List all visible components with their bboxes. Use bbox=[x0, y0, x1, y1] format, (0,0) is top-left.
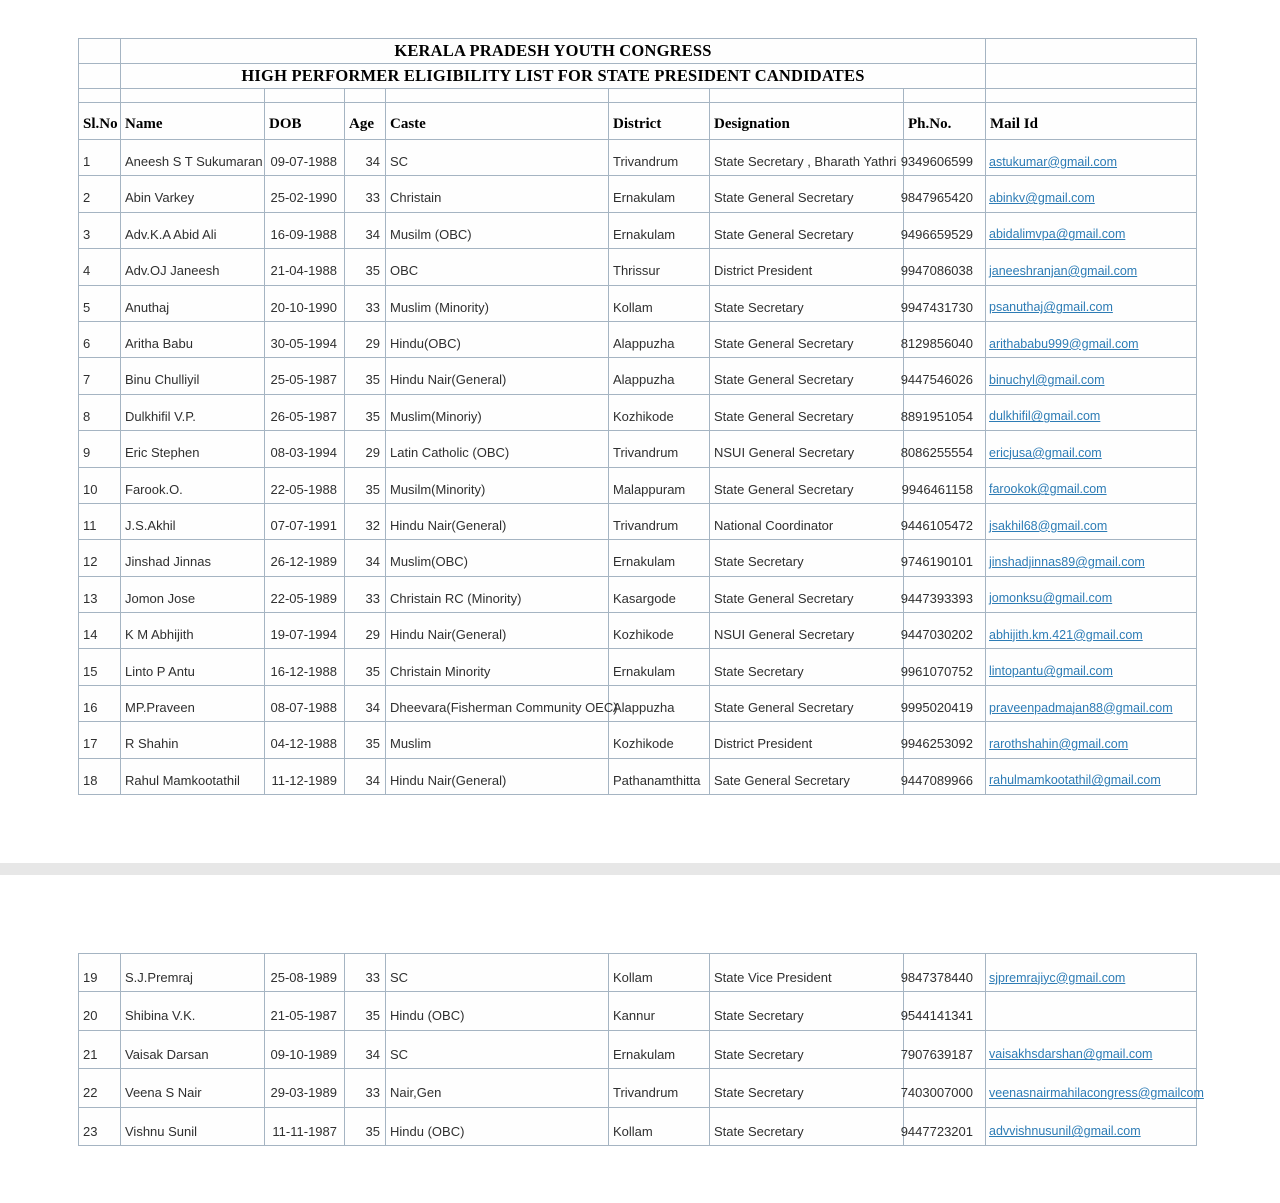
cell-phone: 8129856040 bbox=[904, 322, 986, 357]
cell-name: Adv.K.A Abid Ali bbox=[121, 213, 265, 248]
cell-slno: 8 bbox=[79, 395, 121, 430]
cell-designation: State General Secretary bbox=[710, 395, 904, 430]
cell-slno: 10 bbox=[79, 468, 121, 503]
cell-name: Vishnu Sunil bbox=[121, 1108, 265, 1145]
cell-designation: State General Secretary bbox=[710, 213, 904, 248]
cell-district: Ernakulam bbox=[609, 540, 710, 575]
table-row bbox=[79, 1108, 1197, 1146]
cell-designation: State Secretary bbox=[710, 1069, 904, 1106]
cell-slno: 22 bbox=[79, 1069, 121, 1106]
cell-age: 34 bbox=[345, 686, 386, 721]
cell-caste: Nair,Gen bbox=[386, 1069, 609, 1106]
cell-caste: Muslim bbox=[386, 722, 609, 757]
email-link[interactable]: vaisakhsdarshan@gmail.com bbox=[989, 1047, 1153, 1062]
cell-name: K M Abhijith bbox=[121, 613, 265, 648]
table-body-top bbox=[79, 140, 1197, 795]
cell-designation: District President bbox=[710, 249, 904, 284]
cell-dob: 16-09-1988 bbox=[265, 213, 345, 248]
cell-dob: 30-05-1994 bbox=[265, 322, 345, 357]
cell-name: Anuthaj bbox=[121, 286, 265, 321]
cell-district: Trivandrum bbox=[609, 140, 710, 175]
cell-age: 35 bbox=[345, 358, 386, 393]
column-header-age: Age bbox=[345, 103, 386, 139]
table-row bbox=[79, 686, 1197, 722]
cell-email bbox=[986, 577, 1197, 612]
cell-dob: 26-12-1989 bbox=[265, 540, 345, 575]
spacer-cell bbox=[710, 89, 904, 102]
cell-email bbox=[986, 431, 1197, 466]
cell-district: Trivandrum bbox=[609, 1069, 710, 1106]
cell-name: Rahul Mamkootathil bbox=[121, 759, 265, 794]
cell-district: Trivandrum bbox=[609, 504, 710, 539]
cell-email bbox=[986, 992, 1197, 1029]
cell-name: R Shahin bbox=[121, 722, 265, 757]
cell-designation: State Secretary bbox=[710, 1031, 904, 1068]
email-link[interactable]: jinshadjinnas89@gmail.com bbox=[989, 554, 1145, 569]
email-link[interactable]: jsakhil68@gmail.com bbox=[989, 518, 1108, 533]
cell-slno: 1 bbox=[79, 140, 121, 175]
spacer-cell bbox=[121, 89, 265, 102]
cell-name: Shibina V.K. bbox=[121, 992, 265, 1029]
cell-email bbox=[986, 1069, 1204, 1106]
cell-district: Kannur bbox=[609, 992, 710, 1029]
cell-email bbox=[986, 176, 1197, 211]
cell-slno: 15 bbox=[79, 649, 121, 684]
cell-name: Jinshad Jinnas bbox=[121, 540, 265, 575]
cell-age: 35 bbox=[345, 1108, 386, 1145]
cell-name: Aritha Babu bbox=[121, 322, 265, 357]
cell-slno: 11 bbox=[79, 504, 121, 539]
empty-corner-cell bbox=[79, 39, 121, 63]
cell-age: 34 bbox=[345, 213, 386, 248]
cell-age: 33 bbox=[345, 176, 386, 211]
cell-caste: Muslim (Minority) bbox=[386, 286, 609, 321]
cell-phone: 9746190101 bbox=[904, 540, 986, 575]
cell-slno: 12 bbox=[79, 540, 121, 575]
cell-designation: State Secretary bbox=[710, 540, 904, 575]
table-row bbox=[79, 468, 1197, 504]
cell-age: 29 bbox=[345, 613, 386, 648]
email-link[interactable]: abhijith.km.421@gmail.com bbox=[989, 627, 1143, 642]
column-header-name: Name bbox=[121, 103, 265, 139]
cell-dob: 26-05-1987 bbox=[265, 395, 345, 430]
email-link[interactable]: janeeshranjan@gmail.com bbox=[989, 263, 1138, 278]
cell-designation: State Secretary , Bharath Yathri bbox=[710, 140, 904, 175]
spacer-cell bbox=[345, 89, 386, 102]
column-header-row bbox=[79, 103, 1197, 140]
cell-designation: State General Secretary bbox=[710, 686, 904, 721]
cell-designation: State Secretary bbox=[710, 1108, 904, 1145]
cell-slno: 3 bbox=[79, 213, 121, 248]
cell-dob: 21-05-1987 bbox=[265, 992, 345, 1029]
cell-caste: Latin Catholic (OBC) bbox=[386, 431, 609, 466]
cell-email bbox=[986, 1108, 1197, 1145]
cell-caste: Hindu Nair(General) bbox=[386, 759, 609, 794]
eligibility-table-top bbox=[78, 38, 1197, 795]
cell-caste: Dheevara(Fisherman Community OEC) bbox=[386, 686, 609, 721]
cell-slno: 7 bbox=[79, 358, 121, 393]
cell-slno: 2 bbox=[79, 176, 121, 211]
cell-email bbox=[986, 504, 1197, 539]
cell-age: 35 bbox=[345, 992, 386, 1029]
cell-name: S.J.Premraj bbox=[121, 954, 265, 991]
cell-designation: NSUI General Secretary bbox=[710, 431, 904, 466]
cell-caste: Musilm(Minority) bbox=[386, 468, 609, 503]
empty-cell bbox=[986, 39, 1197, 63]
column-header-email: Mail Id bbox=[986, 103, 1197, 139]
cell-phone: 9946253092 bbox=[904, 722, 986, 757]
cell-phone: 9447546026 bbox=[904, 358, 986, 393]
cell-dob: 09-10-1989 bbox=[265, 1031, 345, 1068]
table-subtitle: HIGH PERFORMER ELIGIBILITY LIST FOR STATE PRESIDENT CANDIDATES bbox=[121, 64, 986, 88]
cell-name: Dulkhifil V.P. bbox=[121, 395, 265, 430]
cell-phone: 9847378440 bbox=[904, 954, 986, 991]
cell-age: 33 bbox=[345, 286, 386, 321]
cell-name: MP.Praveen bbox=[121, 686, 265, 721]
table-row bbox=[79, 540, 1197, 576]
table-row bbox=[79, 140, 1197, 176]
empty-cell bbox=[986, 64, 1197, 88]
cell-age: 32 bbox=[345, 504, 386, 539]
email-link[interactable]: ericjusa@gmail.com bbox=[989, 445, 1102, 460]
cell-designation: State Secretary bbox=[710, 992, 904, 1029]
cell-slno: 20 bbox=[79, 992, 121, 1029]
table-row bbox=[79, 358, 1197, 394]
cell-phone: 7403007000 bbox=[904, 1069, 986, 1106]
cell-age: 35 bbox=[345, 649, 386, 684]
column-header-designation: Designation bbox=[710, 103, 904, 139]
cell-designation: State Secretary bbox=[710, 286, 904, 321]
cell-phone: 9447723201 bbox=[904, 1108, 986, 1145]
cell-district: Kozhikode bbox=[609, 613, 710, 648]
cell-age: 34 bbox=[345, 140, 386, 175]
cell-email bbox=[986, 686, 1197, 721]
cell-email bbox=[986, 249, 1197, 284]
table-row bbox=[79, 322, 1197, 358]
cell-caste: Muslim(Minoriy) bbox=[386, 395, 609, 430]
cell-phone: 9947431730 bbox=[904, 286, 986, 321]
cell-age: 33 bbox=[345, 577, 386, 612]
cell-phone: 9447089966 bbox=[904, 759, 986, 794]
cell-age: 34 bbox=[345, 759, 386, 794]
table-row bbox=[79, 213, 1197, 249]
table-row bbox=[79, 722, 1197, 758]
cell-email bbox=[986, 322, 1197, 357]
cell-phone: 9947086038 bbox=[904, 249, 986, 284]
empty-corner-cell bbox=[79, 64, 121, 88]
cell-district: Ernakulam bbox=[609, 1031, 710, 1068]
email-link[interactable]: psanuthaj@gmail.com bbox=[989, 300, 1113, 315]
cell-age: 35 bbox=[345, 722, 386, 757]
spacer-cell bbox=[386, 89, 609, 102]
cell-designation: State Vice President bbox=[710, 954, 904, 991]
cell-age: 33 bbox=[345, 1069, 386, 1106]
cell-dob: 09-07-1988 bbox=[265, 140, 345, 175]
email-link[interactable]: farookok@gmail.com bbox=[989, 482, 1107, 497]
cell-caste: Christain Minority bbox=[386, 649, 609, 684]
cell-email bbox=[986, 395, 1197, 430]
cell-district: Pathanamthitta bbox=[609, 759, 710, 794]
cell-slno: 14 bbox=[79, 613, 121, 648]
cell-slno: 17 bbox=[79, 722, 121, 757]
cell-slno: 9 bbox=[79, 431, 121, 466]
cell-district: Alappuzha bbox=[609, 322, 710, 357]
cell-dob: 25-05-1987 bbox=[265, 358, 345, 393]
spacer-cell bbox=[265, 89, 345, 102]
cell-district: Thrissur bbox=[609, 249, 710, 284]
email-link[interactable]: abidalimvpa@gmail.com bbox=[989, 227, 1126, 242]
cell-name: Eric Stephen bbox=[121, 431, 265, 466]
email-link[interactable]: veenasnairmahilacongress@gmailcom bbox=[989, 1085, 1204, 1100]
cell-slno: 18 bbox=[79, 759, 121, 794]
cell-age: 35 bbox=[345, 468, 386, 503]
cell-dob: 22-05-1988 bbox=[265, 468, 345, 503]
cell-name: Binu Chulliyil bbox=[121, 358, 265, 393]
cell-email bbox=[986, 358, 1197, 393]
email-link[interactable]: praveenpadmajan88@gmail.com bbox=[989, 700, 1173, 715]
cell-caste: Hindu(OBC) bbox=[386, 322, 609, 357]
cell-dob: 20-10-1990 bbox=[265, 286, 345, 321]
table-row bbox=[79, 954, 1197, 992]
cell-phone: 9961070752 bbox=[904, 649, 986, 684]
cell-dob: 08-07-1988 bbox=[265, 686, 345, 721]
cell-designation: NSUI General Secretary bbox=[710, 613, 904, 648]
cell-age: 34 bbox=[345, 540, 386, 575]
cell-caste: Hindu Nair(General) bbox=[386, 358, 609, 393]
cell-age: 33 bbox=[345, 954, 386, 991]
cell-designation: State General Secretary bbox=[710, 577, 904, 612]
cell-dob: 11-11-1987 bbox=[265, 1108, 345, 1145]
cell-dob: 11-12-1989 bbox=[265, 759, 345, 794]
column-header-district: District bbox=[609, 103, 710, 139]
table-row bbox=[79, 286, 1197, 322]
cell-designation: District President bbox=[710, 722, 904, 757]
cell-name: J.S.Akhil bbox=[121, 504, 265, 539]
table-row bbox=[79, 249, 1197, 285]
table-body-bottom bbox=[79, 954, 1204, 1146]
table-row bbox=[79, 431, 1197, 467]
table-row bbox=[79, 759, 1197, 795]
cell-age: 35 bbox=[345, 249, 386, 284]
cell-designation: State General Secretary bbox=[710, 358, 904, 393]
column-header-caste: Caste bbox=[386, 103, 609, 139]
cell-district: Malappuram bbox=[609, 468, 710, 503]
table-row bbox=[79, 176, 1197, 212]
cell-dob: 25-08-1989 bbox=[265, 954, 345, 991]
cell-email bbox=[986, 649, 1197, 684]
column-header-dob: DOB bbox=[265, 103, 345, 139]
email-link[interactable]: rahulmamkootathil@gmail.com bbox=[989, 773, 1161, 788]
spacer-cell bbox=[609, 89, 710, 102]
cell-email bbox=[986, 613, 1197, 648]
cell-phone: 9946461158 bbox=[904, 468, 986, 503]
email-link[interactable]: abinkv@gmail.com bbox=[989, 191, 1095, 206]
cell-dob: 22-05-1989 bbox=[265, 577, 345, 612]
cell-district: Kollam bbox=[609, 286, 710, 321]
cell-email bbox=[986, 759, 1197, 794]
cell-name: Aneesh S T Sukumaran bbox=[121, 140, 265, 175]
table-row bbox=[79, 649, 1197, 685]
cell-name: Farook.O. bbox=[121, 468, 265, 503]
cell-slno: 21 bbox=[79, 1031, 121, 1068]
email-link[interactable]: binuchyl@gmail.com bbox=[989, 372, 1105, 387]
cell-caste: Musilm (OBC) bbox=[386, 213, 609, 248]
cell-email bbox=[986, 468, 1197, 503]
table-row bbox=[79, 504, 1197, 540]
cell-district: Ernakulam bbox=[609, 176, 710, 211]
cell-caste: Muslim(OBC) bbox=[386, 540, 609, 575]
cell-slno: 16 bbox=[79, 686, 121, 721]
cell-email bbox=[986, 954, 1197, 991]
email-link[interactable]: sjpremrajiyc@gmail.com bbox=[989, 970, 1126, 985]
cell-caste: Hindu (OBC) bbox=[386, 1108, 609, 1145]
email-link[interactable]: dulkhifil@gmail.com bbox=[989, 409, 1101, 424]
cell-slno: 13 bbox=[79, 577, 121, 612]
cell-district: Ernakulam bbox=[609, 649, 710, 684]
column-header-phone: Ph.No. bbox=[904, 103, 986, 139]
cell-designation: Sate General Secretary bbox=[710, 759, 904, 794]
cell-designation: National Coordinator bbox=[710, 504, 904, 539]
cell-district: Kozhikode bbox=[609, 395, 710, 430]
cell-caste: SC bbox=[386, 954, 609, 991]
email-link[interactable]: arithababu999@gmail.com bbox=[989, 336, 1139, 351]
cell-phone: 8891951054 bbox=[904, 395, 986, 430]
cell-caste: Christain RC (Minority) bbox=[386, 577, 609, 612]
email-link[interactable]: lintopantu@gmail.com bbox=[989, 664, 1113, 679]
cell-dob: 16-12-1988 bbox=[265, 649, 345, 684]
cell-phone: 9496659529 bbox=[904, 213, 986, 248]
cell-district: Kollam bbox=[609, 1108, 710, 1145]
cell-phone: 9349606599 bbox=[904, 140, 986, 175]
cell-district: Alappuzha bbox=[609, 358, 710, 393]
cell-designation: State Secretary bbox=[710, 649, 904, 684]
cell-email bbox=[986, 140, 1197, 175]
cell-phone: 9544141341 bbox=[904, 992, 986, 1029]
cell-email bbox=[986, 540, 1197, 575]
email-link[interactable]: rarothshahin@gmail.com bbox=[989, 736, 1129, 751]
cell-age: 29 bbox=[345, 322, 386, 357]
cell-slno: 4 bbox=[79, 249, 121, 284]
table-title-main: KERALA PRADESH YOUTH CONGRESS bbox=[121, 39, 986, 63]
cell-dob: 08-03-1994 bbox=[265, 431, 345, 466]
cell-phone: 8086255554 bbox=[904, 431, 986, 466]
table-title-row-2 bbox=[79, 64, 1197, 89]
cell-phone: 7907639187 bbox=[904, 1031, 986, 1068]
cell-slno: 23 bbox=[79, 1108, 121, 1145]
cell-email bbox=[986, 213, 1197, 248]
cell-dob: 04-12-1988 bbox=[265, 722, 345, 757]
section-divider-band bbox=[0, 863, 1280, 875]
cell-email bbox=[986, 722, 1197, 757]
cell-phone: 9447393393 bbox=[904, 577, 986, 612]
table-row bbox=[79, 992, 1197, 1030]
cell-slno: 19 bbox=[79, 954, 121, 991]
table-title-row-1 bbox=[79, 39, 1197, 64]
table-row bbox=[79, 1069, 1204, 1107]
cell-designation: State General Secretary bbox=[710, 468, 904, 503]
cell-dob: 25-02-1990 bbox=[265, 176, 345, 211]
cell-name: Vaisak Darsan bbox=[121, 1031, 265, 1068]
cell-name: Veena S Nair bbox=[121, 1069, 265, 1106]
cell-email bbox=[986, 1031, 1197, 1068]
cell-phone: 9995020419 bbox=[904, 686, 986, 721]
table-row bbox=[79, 577, 1197, 613]
table-row bbox=[79, 395, 1197, 431]
table-row bbox=[79, 613, 1197, 649]
cell-caste: Christain bbox=[386, 176, 609, 211]
cell-age: 29 bbox=[345, 431, 386, 466]
cell-caste: Hindu Nair(General) bbox=[386, 504, 609, 539]
spacer-cell bbox=[904, 89, 986, 102]
cell-email bbox=[986, 286, 1197, 321]
cell-name: Abin Varkey bbox=[121, 176, 265, 211]
spacer-row bbox=[79, 89, 1197, 103]
column-header-slno: Sl.No bbox=[79, 103, 121, 139]
cell-name: Adv.OJ Janeesh bbox=[121, 249, 265, 284]
cell-district: Trivandrum bbox=[609, 431, 710, 466]
cell-phone: 9847965420 bbox=[904, 176, 986, 211]
cell-district: Kozhikode bbox=[609, 722, 710, 757]
cell-slno: 6 bbox=[79, 322, 121, 357]
email-link[interactable]: advvishnusunil@gmail.com bbox=[989, 1124, 1141, 1139]
spacer-cell bbox=[986, 89, 1197, 102]
cell-dob: 29-03-1989 bbox=[265, 1069, 345, 1106]
cell-age: 35 bbox=[345, 395, 386, 430]
cell-district: Ernakulam bbox=[609, 213, 710, 248]
cell-caste: SC bbox=[386, 140, 609, 175]
cell-phone: 9446105472 bbox=[904, 504, 986, 539]
cell-caste: Hindu (OBC) bbox=[386, 992, 609, 1029]
cell-district: Kollam bbox=[609, 954, 710, 991]
cell-district: Alappuzha bbox=[609, 686, 710, 721]
cell-designation: State General Secretary bbox=[710, 176, 904, 211]
cell-caste: Hindu Nair(General) bbox=[386, 613, 609, 648]
cell-caste: OBC bbox=[386, 249, 609, 284]
cell-age: 34 bbox=[345, 1031, 386, 1068]
spacer-cell bbox=[79, 89, 121, 102]
cell-slno: 5 bbox=[79, 286, 121, 321]
cell-phone: 9447030202 bbox=[904, 613, 986, 648]
cell-designation: State General Secretary bbox=[710, 322, 904, 357]
cell-name: Jomon Jose bbox=[121, 577, 265, 612]
email-link[interactable]: jomonksu@gmail.com bbox=[989, 591, 1113, 606]
cell-district: Kasargode bbox=[609, 577, 710, 612]
table-row bbox=[79, 1031, 1197, 1069]
cell-name: Linto P Antu bbox=[121, 649, 265, 684]
email-link[interactable]: astukumar@gmail.com bbox=[989, 154, 1118, 169]
eligibility-table-bottom bbox=[78, 953, 1204, 1146]
cell-dob: 19-07-1994 bbox=[265, 613, 345, 648]
cell-dob: 07-07-1991 bbox=[265, 504, 345, 539]
cell-caste: SC bbox=[386, 1031, 609, 1068]
cell-dob: 21-04-1988 bbox=[265, 249, 345, 284]
